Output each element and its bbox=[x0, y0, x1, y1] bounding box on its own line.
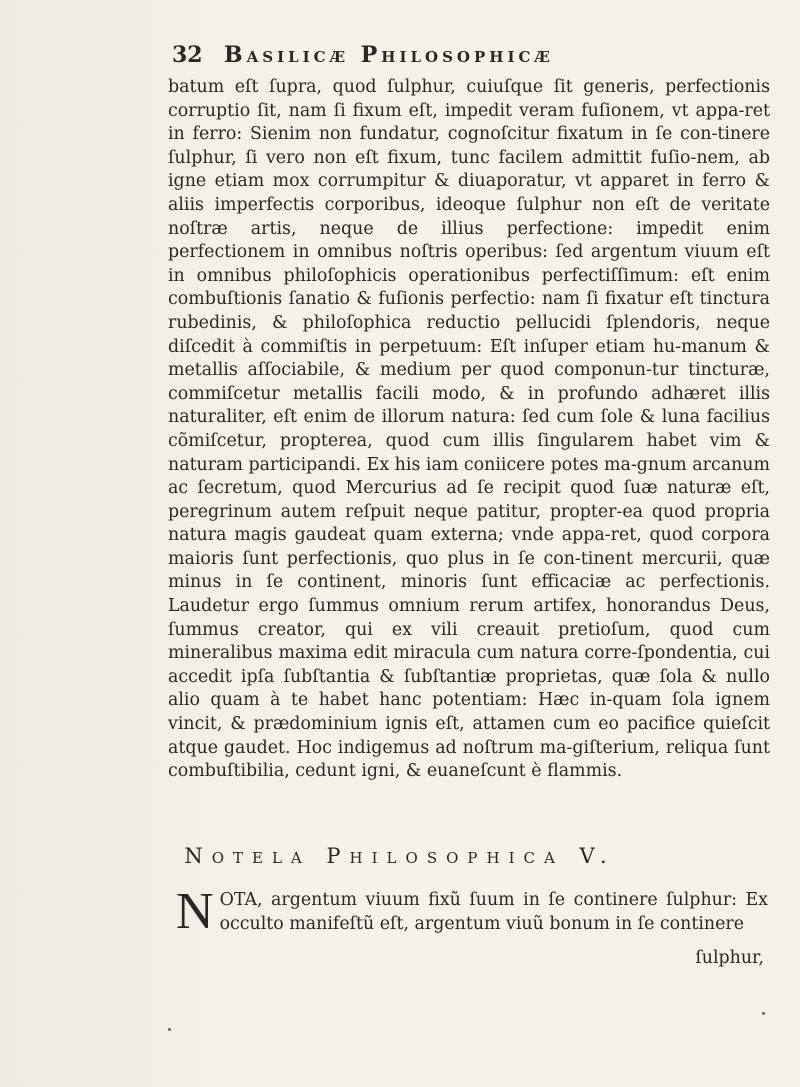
paper-speck bbox=[762, 1012, 765, 1015]
drop-cap: N bbox=[176, 883, 214, 940]
main-text-block bbox=[168, 76, 770, 784]
section-paragraph: OTA, argentum viuum fixũ ſuum in ſe continere ſulphur: Ex occulto manifeſtũ eſt, argentum viuũ bonum in ſe continere bbox=[219, 890, 768, 934]
section-text-block bbox=[168, 883, 768, 940]
page-number: 32 bbox=[172, 42, 203, 68]
catchword: ſulphur, bbox=[695, 948, 764, 968]
paper-speck bbox=[168, 1028, 171, 1031]
body-paragraph: batum eſt ſupra, quod ſulphur, cuiuſque ſit generis, perfectionis corruptio ſit, nam ſi fixum eſt, impedit veram fuſionem, vt appa-ret in ferro: Sienim non fundatur, cognoſcitur fixatum in ſe con-tinere ſulphur, ſi vero non eſt fixum, tunc facilem admittit fuſio-nem, ab igne etiam mox corrumpitur & diuaporatur, vt apparet in ferro & aliis imperfectis corporibus, ideoque ſulphur non eſt de veritate noſtræ artis, neque de illius perfectione: impedit enim perfectionem in omnibus noſtris operibus: ſed argentum viuum eſt in omnibus philoſophicis operationibus perfectiſſimum: eſt enim combuſtionis ſanatio & fuſionis perfectio: nam ſi fixatur eſt tinctura rubedinis, & philoſophica reductio pellucidi ſplendoris, neque diſcedit à commiſtis in perpetuum: Eſt inſuper etiam hu-manum & metallis aſſociabile, & medium per quod componun-tur tincturæ, commiſcetur metallis facili modo, & in profundo adhæret illis naturaliter, eſt enim de illorum natura: ſed cum ſole & luna facilius cõmiſcetur, propterea, quod cum illis ſingularem habet vim & naturam participandi. Ex his iam coniicere potes ma-gnum arcanum ac ſecretum, quod Mercurius ad ſe recipit quod ſuæ naturæ eſt, peregrinum autem reſpuit neque patitur, propter-ea quod propria natura magis gaudeat quam externa; vnde appa-ret, quod corpora maioris ſunt perfectionis, quo plus in ſe con-tinent mercurii, quæ minus in ſe continent, minoris ſunt efficaciæ ac perfectionis. Laudetur ergo ſummus omnium rerum artifex, honorandus Deus, ſummus creator, qui ex vili creauit pretioſum, quod cum mineralibus maxima edit miracula cum natura corre-ſpondentia, cui accedit ipſa ſubſtantia & ſubſtantiæ proprietas, quæ ſola & nullo alio quam à te habet hanc potentiam: Hæc in-quam ſola ignem vincit, & prædominium ignis eſt, attamen cum eo pacifice quieſcit atque gaudet. Hoc indigemus ad noſtrum ma-giſterium, reliqua ſunt combuſtibilia, cedunt igni, & euaneſcunt è flammis. bbox=[168, 77, 770, 782]
running-title: Basilicæ Philosophicæ bbox=[224, 42, 554, 68]
section-title: Notela Philosophica V. bbox=[184, 844, 616, 868]
page-header bbox=[172, 42, 772, 76]
section-heading bbox=[0, 844, 800, 868]
